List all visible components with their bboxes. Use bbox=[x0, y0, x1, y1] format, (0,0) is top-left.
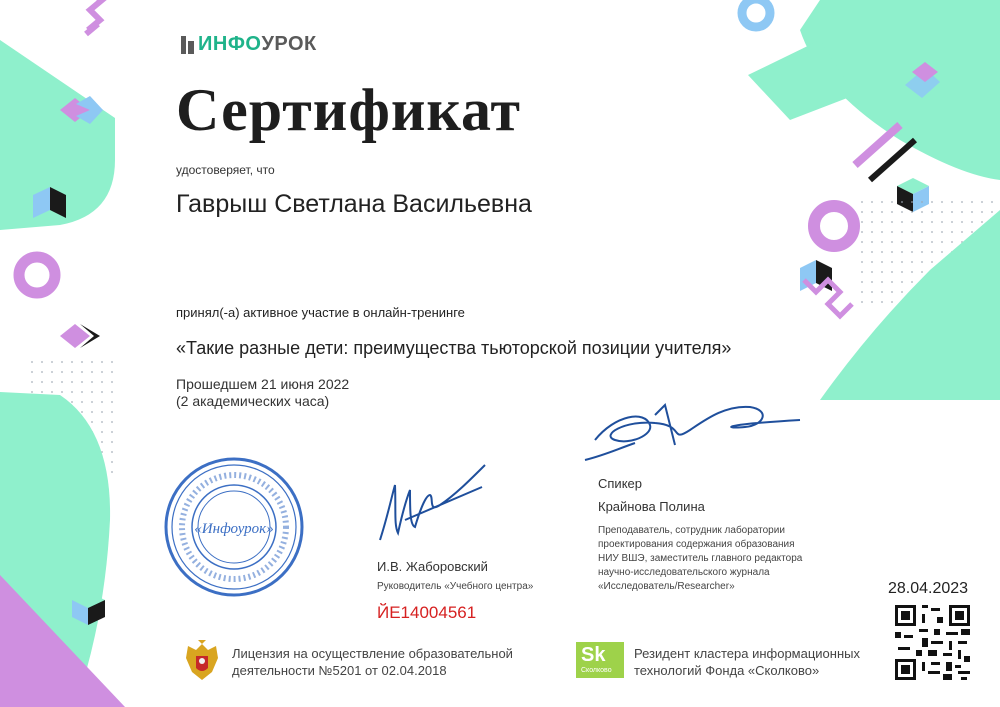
license-line: деятельности №5201 от 02.04.2018 bbox=[232, 663, 447, 678]
speaker-desc-line: «Исследователь/Researcher» bbox=[598, 581, 735, 592]
infourok-logo-icon bbox=[181, 36, 195, 54]
signer1-role: Руководитель «Учебного центра» bbox=[377, 581, 534, 592]
certificate-title: Сертификат bbox=[176, 77, 521, 143]
license-text bbox=[232, 645, 552, 679]
qr-code-icon bbox=[895, 605, 970, 680]
speaker-name: Крайнова Полина bbox=[598, 499, 705, 514]
academic-hours: (2 академических часа) bbox=[176, 393, 330, 409]
logo-text-info: ИНФО bbox=[198, 33, 262, 55]
speaker-desc-line: научно-исследовательского журнала bbox=[598, 567, 770, 578]
course-title: «Такие разные дети: преимущества тьюторской позиции учителя» bbox=[176, 338, 732, 358]
stamp-center-text: «Инфоурок» bbox=[194, 521, 274, 537]
issue-date: 28.04.2023 bbox=[888, 580, 969, 597]
logo-text-urok: УРОК bbox=[261, 33, 317, 55]
skolkovo-badge-small: Сколково bbox=[581, 667, 612, 674]
certificate-id: ЙЕ14004561 bbox=[377, 603, 477, 622]
resident-line: технологий Фонда «Сколково» bbox=[634, 663, 820, 678]
skolkovo-resident-text bbox=[634, 645, 894, 679]
held-date: Прошедшем 21 июня 2022 bbox=[176, 376, 350, 392]
participation-text: принял(-а) активное участие в онлайн-тренинге bbox=[176, 305, 465, 320]
russia-emblem-icon bbox=[182, 638, 222, 684]
speaker-desc-line: Преподаватель, сотрудник лаборатории bbox=[598, 525, 785, 536]
signer1-name: И.В. Жаборовский bbox=[377, 559, 488, 574]
speaker-desc-line: проектирования содержания образования bbox=[598, 539, 795, 550]
organization-stamp bbox=[162, 455, 307, 600]
speaker-label: Спикер bbox=[598, 476, 642, 491]
certifies-text: удостоверяет, что bbox=[176, 163, 275, 177]
signature-zhaborovsky bbox=[370, 455, 490, 550]
skolkovo-badge-icon bbox=[576, 642, 624, 678]
infourok-logo bbox=[181, 33, 317, 56]
resident-line: Резидент кластера информационных bbox=[634, 646, 860, 661]
speaker-description bbox=[598, 524, 828, 594]
license-line: Лицензия на осуществление образовательной bbox=[232, 646, 513, 661]
speaker-desc-line: НИУ ВШЭ, заместитель главного редактора bbox=[598, 553, 803, 564]
recipient-name: Гаврыш Светлана Васильевна bbox=[176, 190, 532, 218]
signature-speaker bbox=[575, 395, 805, 470]
skolkovo-badge-big: Sk bbox=[581, 644, 606, 666]
held-info bbox=[176, 376, 349, 410]
